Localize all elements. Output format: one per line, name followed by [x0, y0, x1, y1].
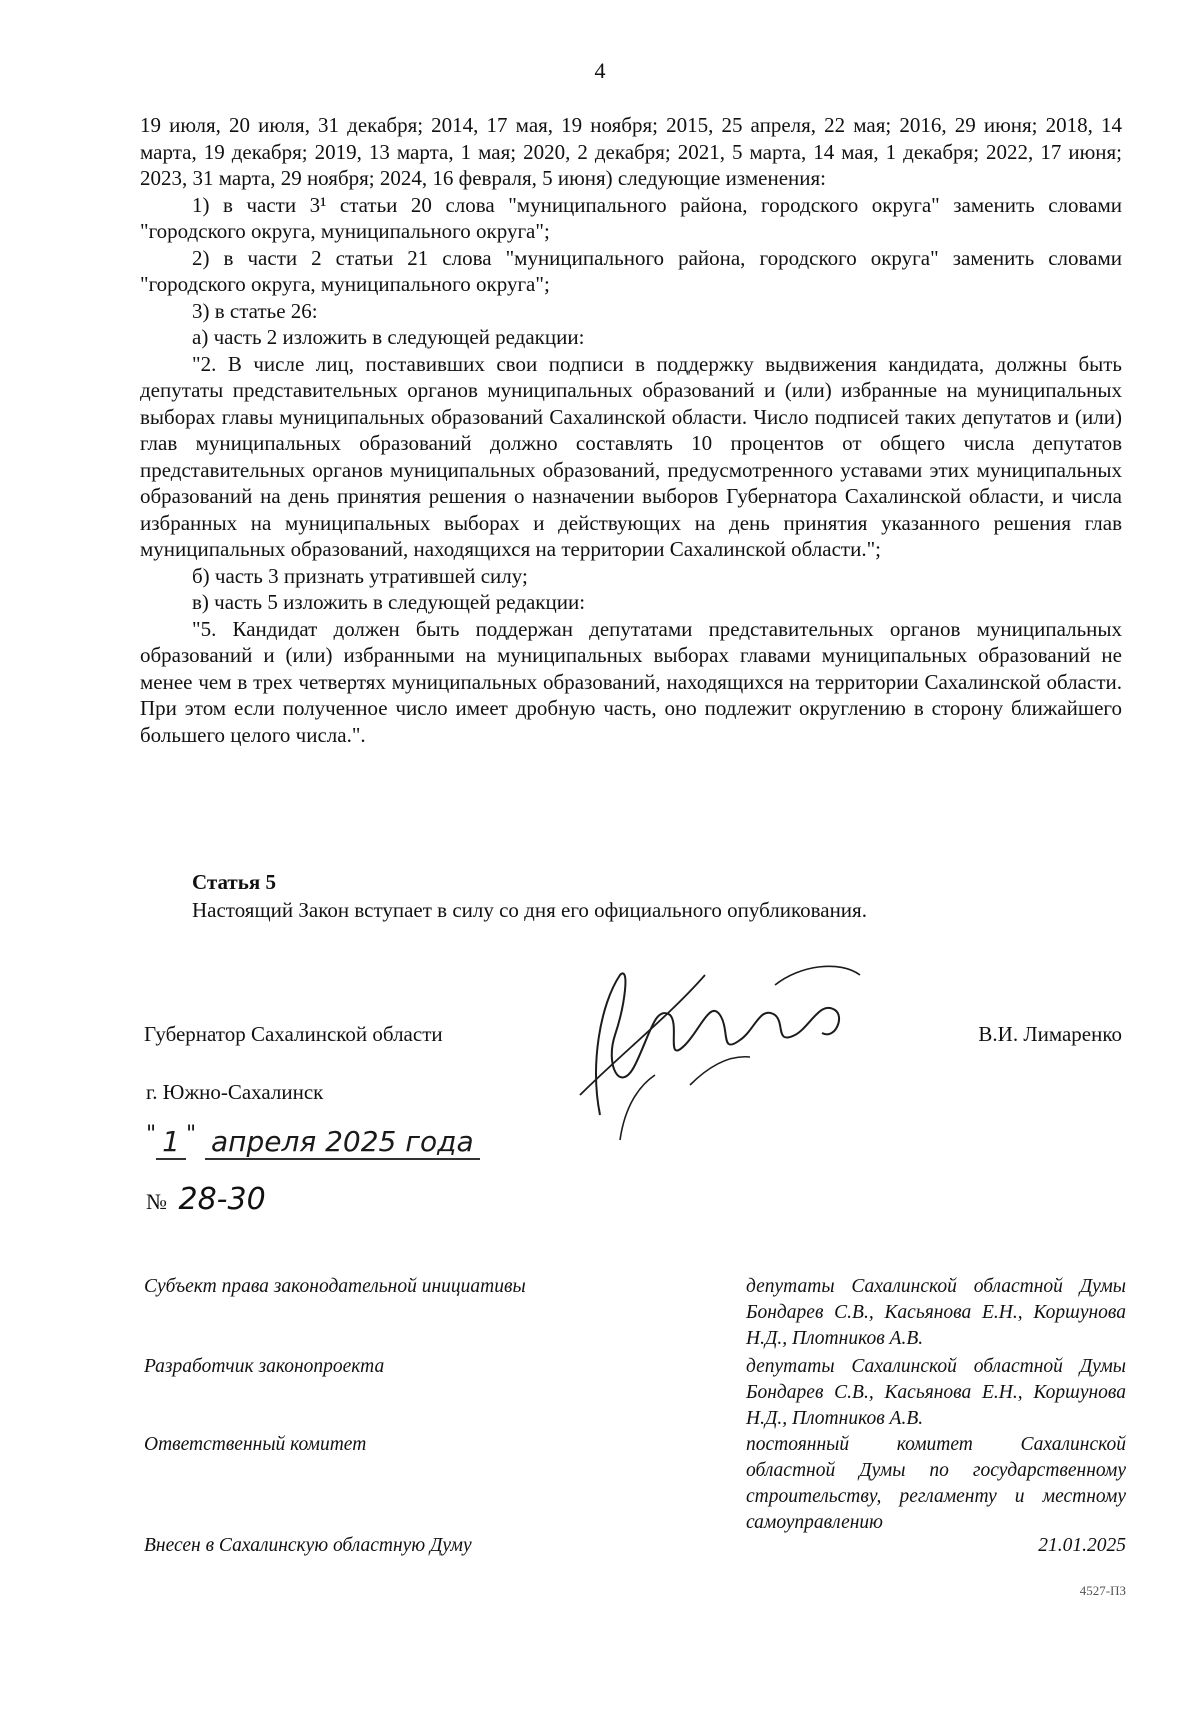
paragraph-dates: 19 июля, 20 июля, 31 декабря; 2014, 17 мая, 19 ноября; 2015, 25 апреля, 22 мая; 2016, 29 июня; 2018, 14 марта, 19 декабря; 2019, 13 марта, 1 мая; 2020, 2 декабря; 2021, 5 марта, 14 мая, 1 декабря; 2022, 17 июня; 2023, 31 марта, 29 ноября; 2024, 16 февраля, 5 июня) следующие изменения:: [140, 113, 1122, 190]
paragraph-part-2-text: "2. В числе лиц, поставивших свои подписи в поддержку выдвижения кандидата, должны быть депутаты представительных органов муниципальных образований и (или) избранные на муниципальных выборах главы муниципальных образований Сахалинской области. Число подписей таких депутатов и (или) глав муниципальных образований должно составлять 10 процентов от общего числа депутатов представительных органов муниципальных образований, предусмотренного уставами этих муниципальных образований на день принятия решения о назначении выборов Губернатора Сахалинской области, и числа избранных на муниципальных выборах и действующих на день принятия указанного решения глав муниципальных образований, находящихся на территории Сахалинской области.";: [140, 351, 1122, 561]
meta-value-committee: постоянный комитет Сахалинской областной Думы по государственному строительству, регламенту и местному самоуправлению: [746, 1434, 1126, 1533]
article-text: Настоящий Закон вступает в силу со дня его официального опубликования.: [192, 898, 867, 922]
paragraph-item-3a: а) часть 2 изложить в следующей редакции:: [192, 325, 585, 349]
article-title: Статья 5: [192, 870, 276, 894]
signatory-name: В.И. Лимаренко: [978, 1022, 1122, 1046]
paragraph-item-3b: б) часть 3 признать утратившей силу;: [192, 563, 528, 588]
paragraph-item-1: 1) в части 3¹ статьи 20 слова "муниципального района, городского округа" заменить словами "городского округа, муниципального округа";: [140, 192, 1122, 243]
paragraph-part-5-text: "5. Кандидат должен быть поддержан депутатами представительных органов муниципальных образований и (или) избранными на муниципальных выборах главами муниципальных образований не менее чем в трех четвертях муниципальных образований, находящихся на территории Сахалинской области. При этом если полученное число имеет дробную часть, оно подлежит округлению в сторону ближайшего большего целого числа.".: [140, 616, 1122, 747]
handwritten-date: " 1 " апреля 2025 года: [146, 1122, 480, 1158]
signatory-position: Губернатор Сахалинской области: [144, 1022, 443, 1046]
meta-label-developer: Разработчик законопроекта: [144, 1356, 385, 1377]
meta-label-submitted: Внесен в Сахалинскую областную Думу: [144, 1535, 472, 1556]
meta-value-developer: депутаты Сахалинской областной Думы Бондарев С.В., Касьянова Е.Н., Коршунова Н.Д., Плотников А.В.: [746, 1356, 1126, 1429]
paragraph-item-3c: в) часть 5 изложить в следующей редакции:: [192, 590, 586, 614]
meta-label-initiative: Субъект права законодательной инициативы: [144, 1276, 526, 1297]
law-number: [146, 1182, 266, 1217]
meta-value-initiative: депутаты Сахалинской областной Думы Бондарев С.В., Касьянова Е.Н., Коршунова Н.Д., Плотников А.В.: [746, 1276, 1126, 1349]
page-number: 4: [594, 58, 606, 83]
law-amendments-text: [140, 112, 1122, 748]
paragraph-item-3: 3) в статье 26:: [192, 298, 318, 323]
signing-city: г. Южно-Сахалинск: [146, 1080, 324, 1104]
meta-label-committee: Ответственный комитет: [144, 1434, 367, 1455]
paragraph-item-2: 2) в части 2 статьи 21 слова "муниципального района, городского округа" заменить словами "городского округа, муниципального округа";: [140, 245, 1122, 296]
meta-value-submitted-date: 21.01.2025: [1038, 1535, 1126, 1556]
footer-document-code: 4527-ПЗ: [1079, 1583, 1126, 1598]
article-5-block: [192, 868, 1122, 924]
handwritten-signature: [560, 945, 880, 1145]
number-value: 28-30: [178, 1182, 266, 1217]
date-day: 1: [156, 1125, 186, 1160]
number-label: №: [146, 1189, 167, 1214]
date-rest: апреля 2025 года: [205, 1125, 480, 1160]
